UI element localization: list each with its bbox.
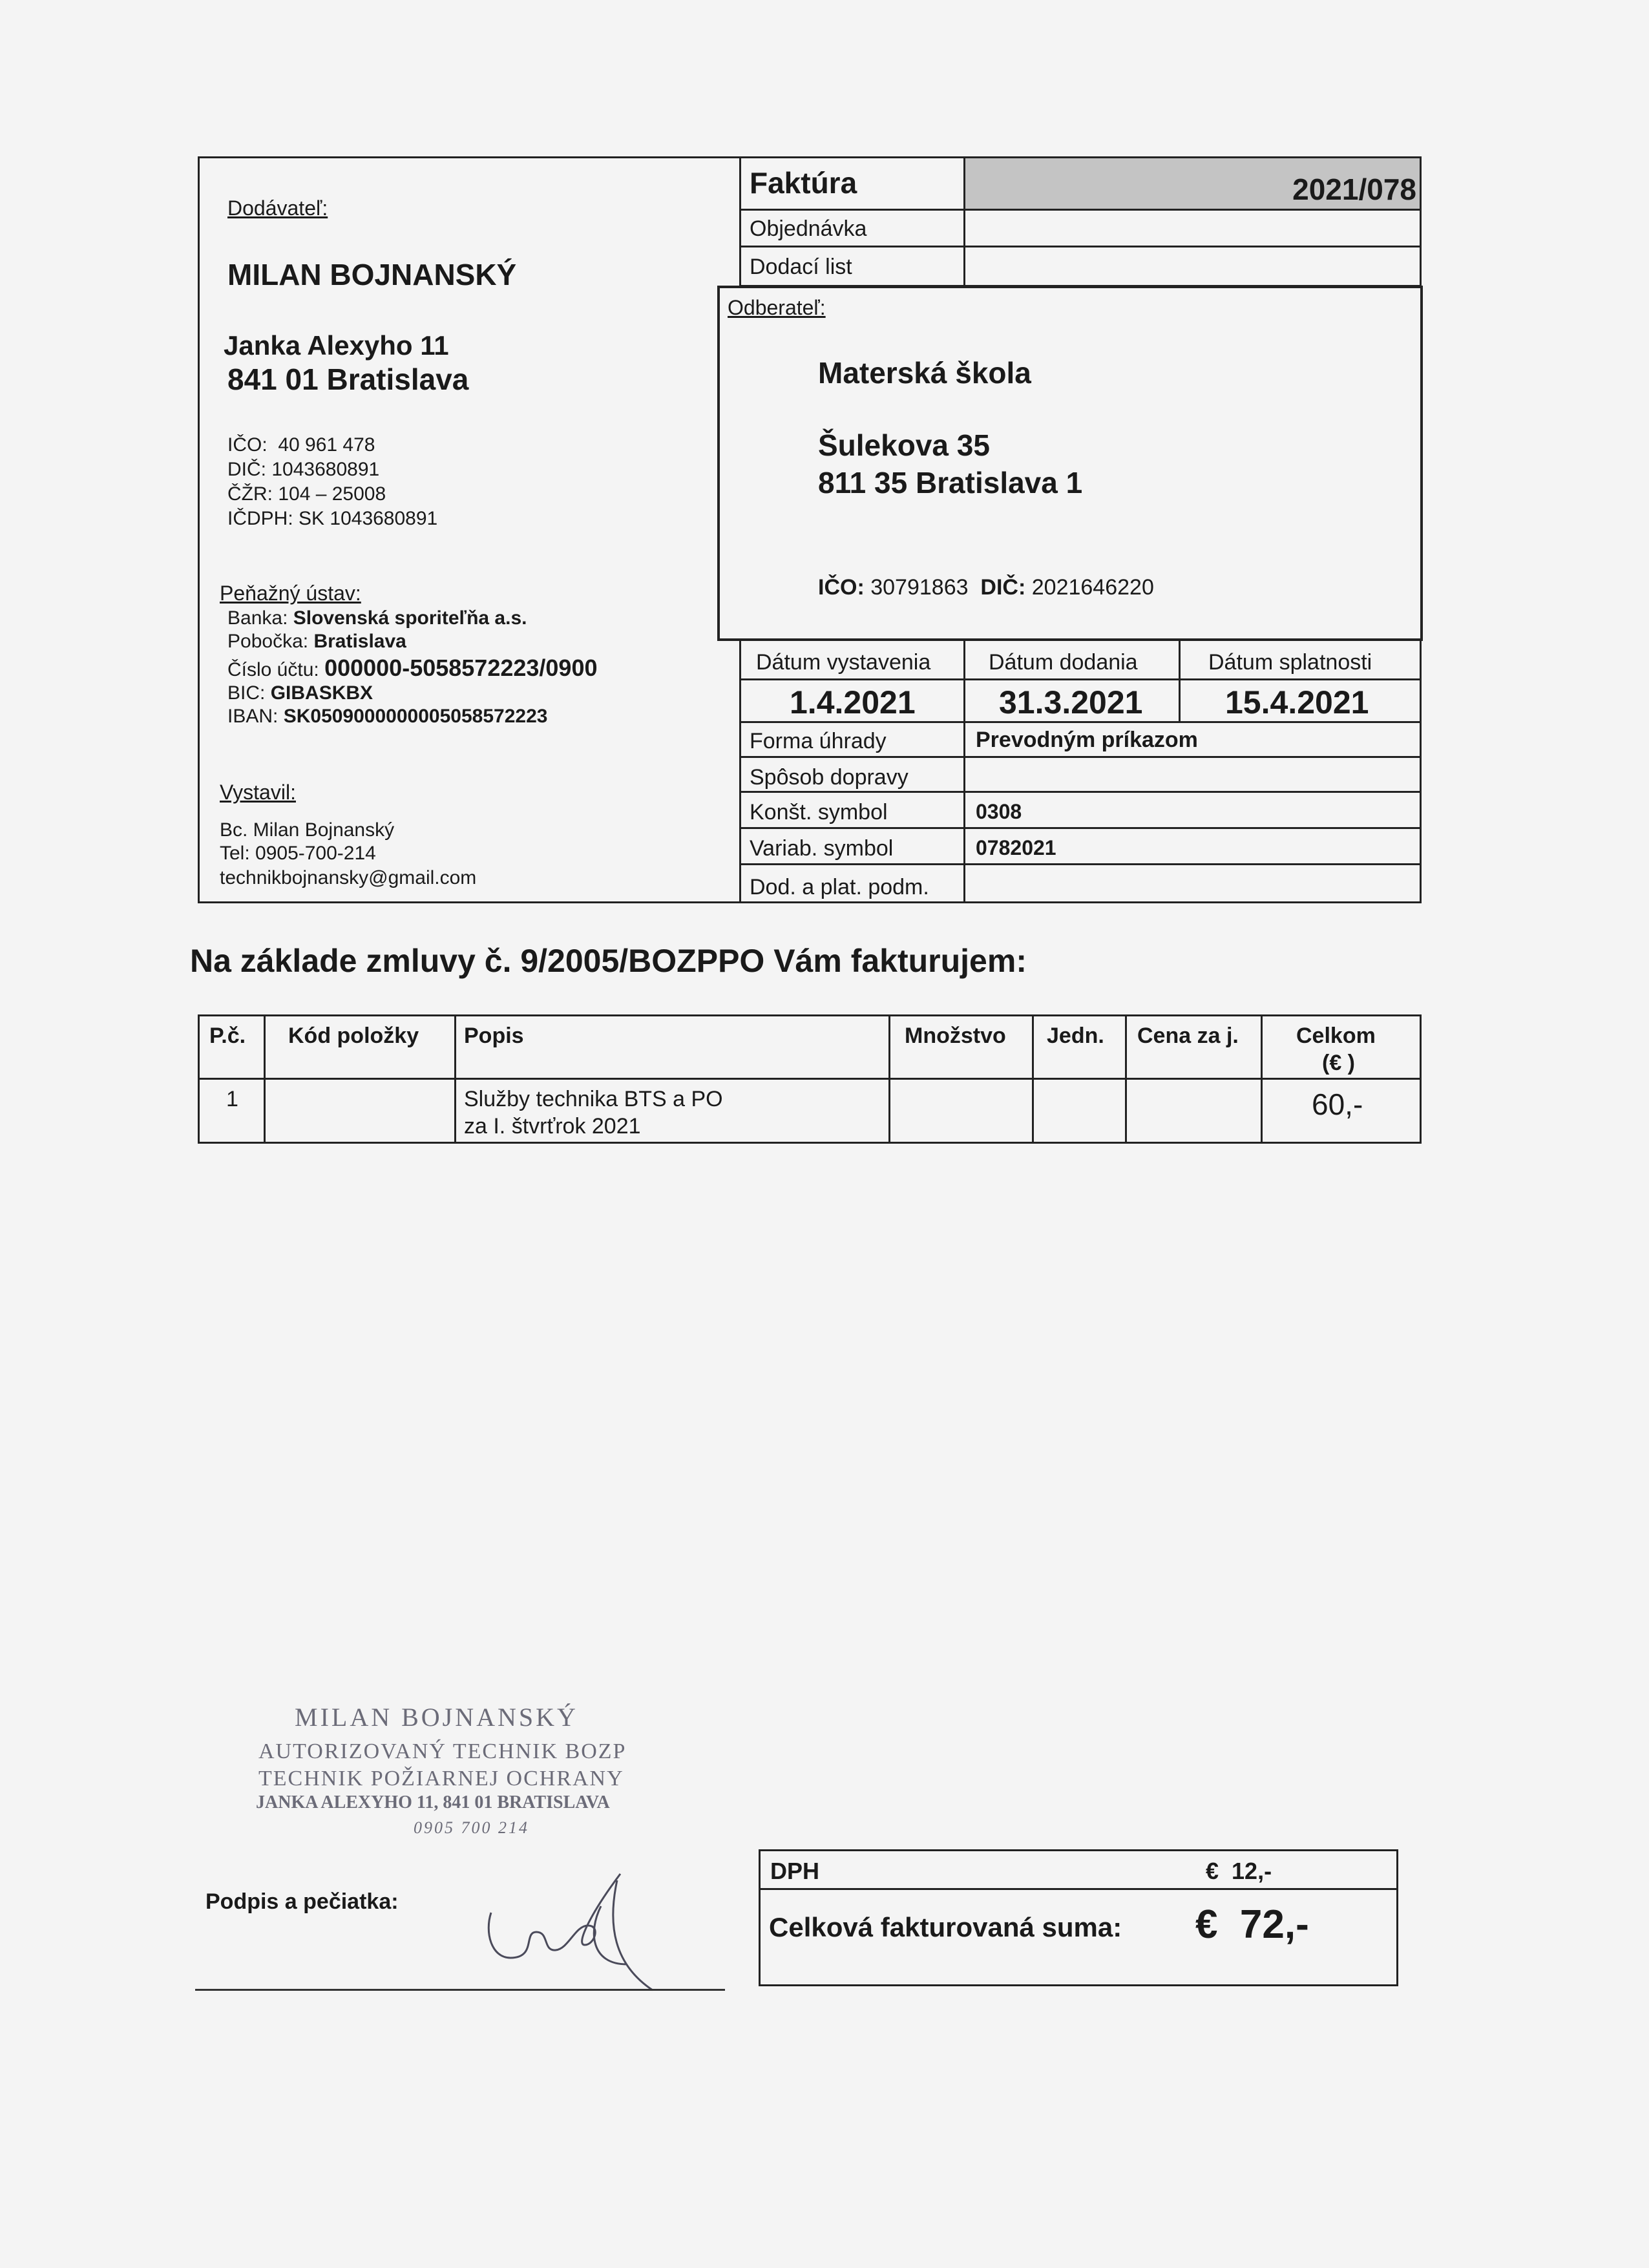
supplier-dic-label: DIČ:: [227, 459, 266, 480]
supplier-icdph: [227, 509, 437, 529]
row1-desc-line2: za I. štvrťrok 2021: [464, 1114, 641, 1139]
account-label: Číslo účtu:: [227, 659, 319, 680]
iban-label: IBAN:: [227, 706, 278, 727]
const-symbol: 0308: [976, 800, 1022, 823]
customer-name: Materská škola: [818, 356, 1031, 390]
payment-row4: [739, 863, 1422, 865]
delivery-date-label: Dátum dodania: [989, 650, 1138, 675]
row1-no: 1: [226, 1087, 238, 1111]
col-div-4: [1032, 1014, 1034, 1144]
dates-label-row-bottom: [739, 678, 1422, 680]
col-div-3: [888, 1014, 890, 1144]
customer-dic-label: DIČ:: [980, 575, 1026, 600]
dates-col1: [963, 641, 965, 903]
customer-ids: [818, 576, 1154, 598]
row1-desc-line1: Služby technika BTS a PO: [464, 1087, 723, 1111]
col-div-6: [1261, 1014, 1263, 1144]
bank-branch-row: [227, 632, 406, 651]
due-date: 15.4.2021: [1225, 684, 1369, 720]
account-number: 000000-5058572223/0900: [324, 655, 598, 681]
col-header-total: Celkom: [1296, 1024, 1376, 1048]
var-symbol: 0782021: [976, 836, 1056, 859]
col-div-1: [264, 1014, 266, 1144]
stamp-line1: MILAN BOJNANSKÝ: [295, 1703, 578, 1732]
supplier-czr: [227, 485, 386, 504]
customer-ico-value: 30791863: [870, 575, 969, 600]
customer-dic-value: 2021646220: [1031, 575, 1154, 600]
supplier-icdph-label: IČDPH:: [227, 508, 293, 529]
delivery-note-label: Dodací list: [750, 255, 852, 279]
col-header-code: Kód položky: [288, 1024, 419, 1048]
var-symbol-label: Variab. symbol: [750, 836, 894, 861]
const-symbol-label: Konšt. symbol: [750, 800, 888, 824]
branch-label: Pobočka:: [227, 631, 309, 652]
signature-line: [195, 1989, 725, 1991]
vat-amount: € 12,-: [1206, 1858, 1272, 1884]
payment-row2: [739, 791, 1422, 793]
order-label: Objednávka: [750, 216, 867, 241]
total-label: Celková fakturovaná suma:: [769, 1912, 1122, 1942]
issue-date: 1.4.2021: [790, 684, 916, 720]
issuer-email: technikbojnansky@gmail.com: [220, 867, 477, 888]
invoice-grid-divider: [963, 156, 965, 287]
bic-value: GIBASKBX: [270, 682, 373, 704]
supplier-heading: Dodávateľ:: [227, 196, 328, 220]
supplier-czr-value: 104 – 25008: [278, 483, 386, 505]
customer-heading: Odberateľ:: [728, 296, 826, 319]
stamp-line3: TECHNIK POŽIARNEJ OCHRANY: [258, 1767, 624, 1790]
supplier-city: 841 01 Bratislava: [227, 362, 469, 396]
bank-account-row: [227, 656, 598, 680]
transport-label: Spôsob dopravy: [750, 765, 909, 790]
issuer-phone: Tel: 0905-700-214: [220, 843, 376, 864]
payment-method: Prevodným príkazom: [976, 728, 1198, 752]
stamp-line5: 0905 700 214: [414, 1818, 529, 1837]
payment-method-label: Forma úhrady: [750, 729, 887, 753]
supplier-icdph-value: SK 1043680891: [299, 508, 438, 529]
bank-bic-row: [227, 684, 373, 703]
issue-date-label: Dátum vystavenia: [756, 650, 931, 675]
dates-value-row-bottom: [739, 721, 1422, 723]
due-date-label: Dátum splatnosti: [1208, 650, 1372, 675]
customer-street: Šulekova 35: [818, 428, 990, 462]
vat-label: DPH: [770, 1858, 820, 1884]
col-header-price: Cena za j.: [1137, 1024, 1239, 1048]
col-header-desc: Popis: [464, 1024, 524, 1048]
supplier-name: MILAN BOJNANSKÝ: [227, 258, 517, 291]
customer-ico-label: IČO:: [818, 575, 865, 600]
terms-label: Dod. a plat. podm.: [750, 875, 929, 899]
items-header-bottom: [198, 1078, 1422, 1080]
bank-iban-row: [227, 707, 547, 726]
invoice-grid-row1: [739, 209, 1422, 211]
stamp-line4: JANKA ALEXYHO 11, 841 01 BRATISLAVA: [256, 1792, 610, 1812]
iban-value: SK0509000000005058572223: [283, 706, 548, 727]
col-div-2: [454, 1014, 456, 1144]
col-header-unit: Jedn.: [1047, 1024, 1104, 1048]
supplier-ico-value: 40 961 478: [278, 434, 375, 456]
col-header-no: P.č.: [209, 1024, 246, 1048]
row1-total: 60,-: [1312, 1087, 1363, 1121]
supplier-dic-value: 1043680891: [271, 459, 380, 480]
invoice-intro: Na základe zmluvy č. 9/2005/BOZPPO Vám fakturujem:: [190, 943, 1027, 979]
col-header-qty: Množstvo: [905, 1024, 1006, 1048]
signature-label: Podpis a pečiatka:: [205, 1889, 399, 1914]
col-div-5: [1125, 1014, 1127, 1144]
payment-row1: [739, 756, 1422, 758]
total-amount: € 72,-: [1195, 1902, 1309, 1947]
dates-col2: [1179, 641, 1181, 721]
bank-heading: Peňažný ústav:: [220, 582, 361, 605]
supplier-ico-label: IČO:: [227, 434, 268, 456]
signature-graphic: [478, 1835, 672, 2003]
supplier-czr-label: ČŽR:: [227, 483, 273, 505]
issuer-name: Bc. Milan Bojnanský: [220, 819, 395, 841]
payment-row3: [739, 827, 1422, 829]
bank-label: Banka:: [227, 607, 288, 629]
invoice-number: 2021/078: [1292, 173, 1416, 206]
branch-name: Bratislava: [313, 631, 406, 652]
delivery-date: 31.3.2021: [999, 684, 1143, 720]
col-header-currency: (€ ): [1322, 1051, 1355, 1075]
customer-city: 811 35 Bratislava 1: [818, 466, 1083, 499]
stamp-line2: AUTORIZOVANÝ TECHNIK BOZP: [258, 1739, 627, 1763]
supplier-ico: [227, 436, 375, 455]
supplier-dic: [227, 460, 379, 479]
bic-label: BIC:: [227, 682, 266, 704]
bank-name: Slovenská sporiteľňa a.s.: [293, 607, 527, 629]
issuer-heading: Vystavil:: [220, 781, 296, 804]
invoice-title: Faktúra: [750, 166, 857, 200]
invoice-grid-row2: [739, 246, 1422, 247]
supplier-street: Janka Alexyho 11: [224, 330, 449, 361]
bank-name-row: [227, 609, 527, 628]
totals-divider: [759, 1888, 1398, 1890]
